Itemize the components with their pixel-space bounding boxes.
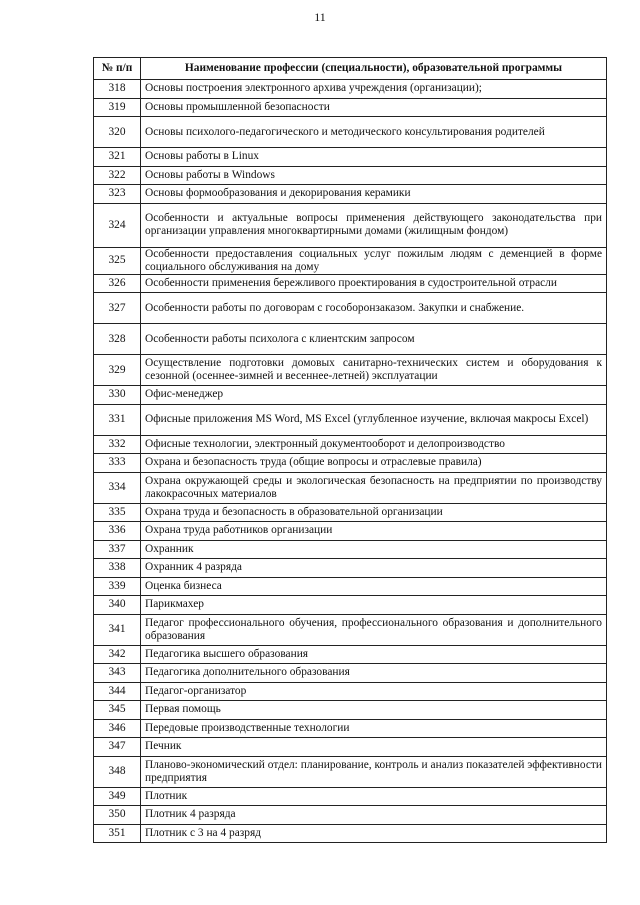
program-name: Педагог профессионального обучения, профессионального образования и дополнительного образования xyxy=(141,614,607,645)
table-row xyxy=(94,559,607,578)
row-number: 331 xyxy=(94,404,141,435)
row-number: 346 xyxy=(94,719,141,738)
program-name: Офисные приложения MS Word, MS Excel (углубленное изучение, включая макросы Excel) xyxy=(141,404,607,435)
table-row xyxy=(94,756,607,787)
program-name: Педагогика высшего образования xyxy=(141,645,607,664)
row-number: 338 xyxy=(94,559,141,578)
program-name: Оценка бизнеса xyxy=(141,577,607,596)
program-name: Основы промышленной безопасности xyxy=(141,98,607,117)
program-name: Основы работы в Windows xyxy=(141,166,607,185)
table-row xyxy=(94,148,607,167)
row-number: 351 xyxy=(94,824,141,843)
program-name: Парикмахер xyxy=(141,596,607,615)
row-number: 343 xyxy=(94,664,141,683)
table-row xyxy=(94,203,607,247)
table-row xyxy=(94,404,607,435)
column-header-number: № п/п xyxy=(94,58,141,80)
program-name: Особенности работы по договорам с гособоронзаказом. Закупки и снабжение. xyxy=(141,293,607,324)
page-number: 11 xyxy=(314,10,326,24)
row-number: 336 xyxy=(94,522,141,541)
row-number: 330 xyxy=(94,386,141,405)
table-row xyxy=(94,274,607,293)
program-name: Особенности работы психолога с клиентским запросом xyxy=(141,324,607,355)
program-name: Плотник 4 разряда xyxy=(141,806,607,825)
program-name: Плотник xyxy=(141,787,607,806)
program-name: Плотник с 3 на 4 разряд xyxy=(141,824,607,843)
row-number: 332 xyxy=(94,435,141,454)
table-row xyxy=(94,117,607,148)
table-row xyxy=(94,166,607,185)
row-number: 325 xyxy=(94,247,141,274)
program-name: Особенности и актуальные вопросы применения действующего законодательства при организации управления многоквартирными домами (жилищным фондом) xyxy=(141,203,607,247)
row-number: 322 xyxy=(94,166,141,185)
table-row xyxy=(94,98,607,117)
row-number: 324 xyxy=(94,203,141,247)
program-name: Передовые производственные технологии xyxy=(141,719,607,738)
row-number: 348 xyxy=(94,756,141,787)
program-name: Офисные технологии, электронный документооборот и делопроизводство xyxy=(141,435,607,454)
row-number: 342 xyxy=(94,645,141,664)
row-number: 337 xyxy=(94,540,141,559)
row-number: 328 xyxy=(94,324,141,355)
row-number: 326 xyxy=(94,274,141,293)
table-row xyxy=(94,719,607,738)
row-number: 334 xyxy=(94,472,141,503)
table-row xyxy=(94,738,607,757)
table-row xyxy=(94,614,607,645)
table-row xyxy=(94,454,607,473)
row-number: 323 xyxy=(94,185,141,204)
row-number: 350 xyxy=(94,806,141,825)
program-name: Основы формообразования и декорирования керамики xyxy=(141,185,607,204)
table-row xyxy=(94,645,607,664)
program-name: Охрана труда и безопасность в образовательной организации xyxy=(141,503,607,522)
row-number: 321 xyxy=(94,148,141,167)
program-name: Охрана и безопасность труда (общие вопросы и отраслевые правила) xyxy=(141,454,607,473)
program-name: Планово-экономический отдел: планирование, контроль и анализ показателей эффективности предприятия xyxy=(141,756,607,787)
row-number: 329 xyxy=(94,355,141,386)
table-row xyxy=(94,472,607,503)
program-name: Охранник xyxy=(141,540,607,559)
table-row xyxy=(94,185,607,204)
program-name: Особенности применения бережливого проектирования в судостроительной отрасли xyxy=(141,274,607,293)
table-row xyxy=(94,824,607,843)
program-name: Осуществление подготовки домовых санитарно-технических систем и оборудования к сезонной (осеннее-зимней и весеннее-летней) эксплуатации xyxy=(141,355,607,386)
row-number: 339 xyxy=(94,577,141,596)
program-name: Основы психолого-педагогического и методического консультирования родителей xyxy=(141,117,607,148)
row-number: 333 xyxy=(94,454,141,473)
table-row xyxy=(94,682,607,701)
row-number: 318 xyxy=(94,80,141,99)
program-name: Основы работы в Linux xyxy=(141,148,607,167)
program-name: Охрана труда работников организации xyxy=(141,522,607,541)
row-number: 341 xyxy=(94,614,141,645)
row-number: 347 xyxy=(94,738,141,757)
program-name: Первая помощь xyxy=(141,701,607,720)
table-row xyxy=(94,324,607,355)
program-name: Охранник 4 разряда xyxy=(141,559,607,578)
table-row xyxy=(94,577,607,596)
table-row xyxy=(94,80,607,99)
column-header-name: Наименование профессии (специальности), образовательной программы xyxy=(141,58,607,80)
table-row xyxy=(94,806,607,825)
row-number: 345 xyxy=(94,701,141,720)
table-row xyxy=(94,435,607,454)
table-header-row xyxy=(94,58,607,80)
program-name: Педагог-организатор xyxy=(141,682,607,701)
table-row xyxy=(94,596,607,615)
table-row xyxy=(94,522,607,541)
table-row xyxy=(94,503,607,522)
table-row xyxy=(94,386,607,405)
program-name: Печник xyxy=(141,738,607,757)
program-name: Офис-менеджер xyxy=(141,386,607,405)
row-number: 340 xyxy=(94,596,141,615)
row-number: 319 xyxy=(94,98,141,117)
row-number: 327 xyxy=(94,293,141,324)
program-name: Педагогика дополнительного образования xyxy=(141,664,607,683)
table-row xyxy=(94,540,607,559)
table-row xyxy=(94,701,607,720)
row-number: 344 xyxy=(94,682,141,701)
table-row xyxy=(94,355,607,386)
row-number: 349 xyxy=(94,787,141,806)
program-name: Основы построения электронного архива учреждения (организации); xyxy=(141,80,607,99)
table-row xyxy=(94,293,607,324)
program-name: Особенности предоставления социальных услуг пожилым людям с деменцией в форме социального обслуживания на дому xyxy=(141,247,607,274)
table-row xyxy=(94,787,607,806)
row-number: 335 xyxy=(94,503,141,522)
programs-table xyxy=(93,57,607,843)
program-name: Охрана окружающей среды и экологическая безопасность на предприятии по производству лакокрасочных материалов xyxy=(141,472,607,503)
table-row xyxy=(94,664,607,683)
row-number: 320 xyxy=(94,117,141,148)
table-row xyxy=(94,247,607,274)
